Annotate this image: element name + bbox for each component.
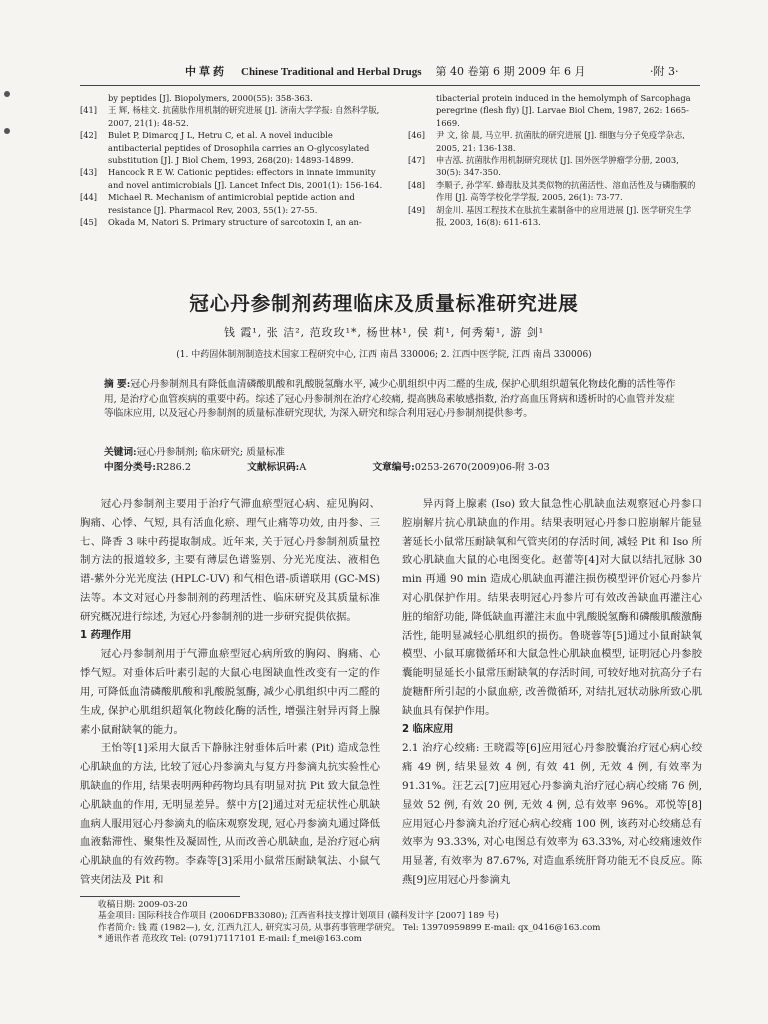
doc-code-value: A [299,462,307,473]
journal-name-cn: 中草药 [185,65,227,78]
reference-text: tibacterial protein induced in the hemolymph of Sarcophaga peregrine (flesh fly) [J]. Larvae Biol Chem, 1987, 262: 1665-1669. [436,93,691,128]
reference-text: 李顺子, 孙学军. 蜂毒肽及其类似物的抗菌活性、溶血活性及与磷脂膜的作用 [J]. 高等学校化学学报, 2005, 26(1): 73-77. [436,179,696,203]
binding-dot [4,91,10,97]
reference-text: 尹 文, 徐 晨, 马立甲. 抗菌肽的研究进展 [J]. 细胞与分子免疫学杂志, 2005, 21: 136-138. [436,130,685,153]
author-bio: 作者简介: 钱 霞 (1982—), 女, 江西九江人, 研究实习员, 从事药事管理学研究。 Tel: 13970959899 E-mail: qx_0416@163.com [98,922,601,933]
reference-number [80,92,108,104]
reference-entry [80,166,388,191]
issue-info: 第 40 卷第 6 期 2009 年 6 月 [435,65,586,78]
reference-text: Michael R. Mechanism of antimicrobial peptide action and resistance [J]. Pharmacol Rev, 2003, 55(1): 27-55. [108,192,355,215]
clc-label: 中图分类号: [104,462,157,473]
article-no-label: 文章编号: [372,462,415,473]
body-left-column [80,495,380,890]
author-list: 钱 霞¹, 张 洁², 范玫玫¹*, 杨世林¹, 侯 莉¹, 何秀菊¹, 游 剑¹ [223,326,545,339]
clc-value: R286.2 [156,462,192,473]
reference-entry [408,154,702,179]
section-heading: 1 药理作用 [80,629,132,641]
reference-entry [408,129,702,154]
reference-entry [80,191,388,216]
paragraph: 冠心丹参制剂主要用于治疗气滞血瘀型冠心病、症见胸闷、胸痛、心悸、气短, 具有活血化瘀、理气止痛等功效, 由丹参、三七、降香 3 味中药提取制成。近年来, 关于冠心丹参制剂质量控制方法的报道较多, 主要有薄层色谱鉴别、分光光度法、液相色谱-紫外分光光度法 (HPLC-UV) 和气相色谱-质谱联用 (GC-MS) 法等。本文对冠心丹参制剂的药理活性、临床研究及其质量标准研究概况进行综述, 为冠心丹参制剂的进一步研究提供依据。 [80,498,380,623]
journal-name-en: Chinese Traditional and Herbal Drugs [241,66,422,78]
reference-number: [41] [80,105,98,116]
reference-entry [408,92,702,129]
reference-text: Bulet P, Dimarcq J L, Hetru C, et al. A novel inducible antibacterial peptides of Drosophila carries an O-glycosylated substitution [J]. J Biol Chem, 1993, 268(20): 14893-14899. [108,130,370,166]
abstract-text: 冠心丹参制剂具有降低血清磷酸肌酸和乳酸脱氢酶水平, 减少心肌组织中丙二醛的生成, 保护心肌组织超氧化物歧化酶的活性等作用, 是治疗心血管疾病的重要中药。综述了冠心丹参制剂在治疗心绞痛, 提高胰岛素敏感指数, 治疗高血压肾病和透析时的心血管并发症等临床应用, 以及冠心丹参制剂的质量标准研究现状, 为深入研究和综合利用冠心丹参制剂提供参考。 [104,379,676,420]
article-no-value: 0253-2670(2009)06-附 3-03 [414,462,550,473]
reference-entry [80,104,388,129]
abstract [104,378,684,422]
keywords-text: 冠心丹参制剂; 临床研究; 质量标准 [136,447,285,458]
reference-number: [49] [408,204,426,215]
reference-entry [80,216,388,228]
article-title: 冠心丹参制剂药理临床及质量标准研究进展 [189,292,579,315]
reference-entry [408,204,702,229]
page-number: ·附 3· [650,65,679,78]
affiliation: (1. 中药固体制剂制造技术国家工程研究中心, 江西 南昌 330006; 2. 江西中医学院, 江西 南昌 330006) [176,350,592,360]
reference-entry [80,129,388,166]
reference-entry [408,179,702,204]
reference-number [408,92,436,129]
reference-text: Hancock R E W. Cationic peptides: effectors in innate immunity and novel antimicrobials [J]. Lancet Infect Dis, 2001(1): 156-164. [108,167,383,190]
footnote [98,900,698,946]
reference-number: [48] [408,179,426,190]
reference-number: [44] [80,192,98,203]
references-right-column [408,92,702,228]
body-right-column [402,495,702,890]
reference-number: [46] [408,130,426,141]
classification-line [104,461,704,476]
reference-text: by peptides [J]. Biopolymers, 2000(55): 358-363. [108,93,313,103]
reference-text: Okada M, Natori S. Primary structure of sarcotoxin I, an an- [108,217,362,228]
reference-number: [43] [80,167,98,178]
binding-dot [4,128,10,134]
reference-number: [42] [80,130,98,141]
paragraph: 王怡等[1]采用大鼠舌下静脉注射垂体后叶素 (Pit) 造成急性心肌缺血的方法, 比较了冠心丹参滴丸与复方丹参滴丸抗实验性心肌缺血的作用, 结果表明两种药物均具有明显对抗 Pit 致大鼠急性心肌缺血的作用, 无明显差异。蔡中方[2]通过对无症状性心肌缺血病人服用冠心丹参滴丸的临床观察发现, 冠心丹参滴丸通过降低血液黏滞性、聚集性及凝固性, 从而改善心肌缺血, 是治疗冠心病心肌缺血的有效药物。李森等[3]采用小鼠常压耐缺氧法、小鼠气管夹闭法及 Pit 和 [80,742,380,886]
footnote-rule [80,896,240,897]
paragraph: 2.1 治疗心绞痛: 王晓霞等[6]应用冠心丹参胶囊治疗冠心病心绞痛 49 例, 结果显效 4 例, 有效 41 例, 无效 4 例, 有效率为 91.31%。汪艺云[7]应用冠心丹参滴丸治疗冠心病心绞痛 76 例, 显效 52 例, 有效 20 例, 无效 4 例, 总有效率 96%。邓悦等[8]应用冠心丹参滴丸治疗冠心病心绞痛 100 例, 该药对心绞痛总有效率为 93.33%, 对心电图总有效率为 63.33%, 对心绞痛速效作用显著, 有效率为 87.67%, 对造血系统肝肾功能无不良反应。陈燕[9]应用冠心丹参滴丸 [402,742,702,886]
header-rule [80,85,700,86]
paragraph: 冠心丹参制剂用于气滞血瘀型冠心病所致的胸闷、胸痛、心悸气短。对垂体后叶素引起的大鼠心电图缺血性改变有一定的作用, 可降低血清磷酸肌酸和乳酸脱氢酶, 减少心肌组织中丙二醛的生成, 保护心肌组织超氧化物歧化酶的活性, 增强注射异丙肾上腺素小鼠耐缺氧的能力。 [80,648,380,736]
references-left-column [80,92,388,228]
keywords [104,446,684,461]
reference-number: [47] [408,155,426,166]
corresponding-author: * 通讯作者 范玫玫 Tel: (0791)7117101 E-mail: f_mei@163.com [98,934,362,945]
running-header [185,63,585,79]
doc-code-label: 文献标识码: [247,462,300,473]
fund-info: 基金项目: 国际科技合作项目 (2006DFB33080); 江西省科技支撑计划项目 (赣科发计字 [2007] 189 号) [98,911,499,922]
reference-entry [80,92,388,104]
reference-text: 王 辉, 杨桂文. 抗菌肽作用机制的研究进展 [J]. 济南大学学报: 自然科学版, 2007, 21(1): 48-52. [108,105,380,128]
reference-text: 申吉泓. 抗菌肽作用机制研究现状 [J]. 国外医学肿瘤学分册, 2003, 30(5): 347-350. [436,155,679,178]
keywords-label: 关键词: [104,447,137,458]
reference-text: 胡金川. 基因工程技术在肽抗生素制备中的应用进展 [J]. 医学研究生学报, 2003, 16(8): 611-613. [436,204,692,228]
paragraph: 异丙肾上腺素 (Iso) 致大鼠急性心肌缺血法观察冠心丹参口腔崩解片抗心肌缺血的作用。结果表明冠心丹参口腔崩解片能显著延长小鼠常压耐缺氧和气管夹闭的存活时间, 减轻 Pit 和 Iso 所致心肌缺血大鼠的心电图变化。赵蕾等[4]对大鼠以结扎冠脉 30 min 再通 90 min 造成心肌缺血再灌注损伤模型评价冠心丹参片对心肌保护作用。结果表明冠心丹参片可有效改善缺血再灌注心脏的缩舒功能, 降低缺血再灌注末血中乳酸脱氢酶和磷酸肌酸激酶活性, 能明显减轻心肌组织的损伤。鲁晓蓉等[5]通过小鼠耐缺氧模型、小鼠耳廓微循环和大鼠急性心肌缺血模型, 证明冠心丹参胶囊能明显延长小鼠常压耐缺氧的存活时间, 可较好地对抗高分子右旋糖酐所引起的小鼠血瘀, 改善微循环, 对结扎冠状动脉所致心肌缺血具有保护作用。 [402,498,702,717]
reference-number: [45] [80,217,98,228]
received-date: 收稿日期: 2009-03-20 [98,900,188,910]
abstract-label: 摘 要: [104,379,131,390]
section-heading: 2 临床应用 [402,723,454,735]
